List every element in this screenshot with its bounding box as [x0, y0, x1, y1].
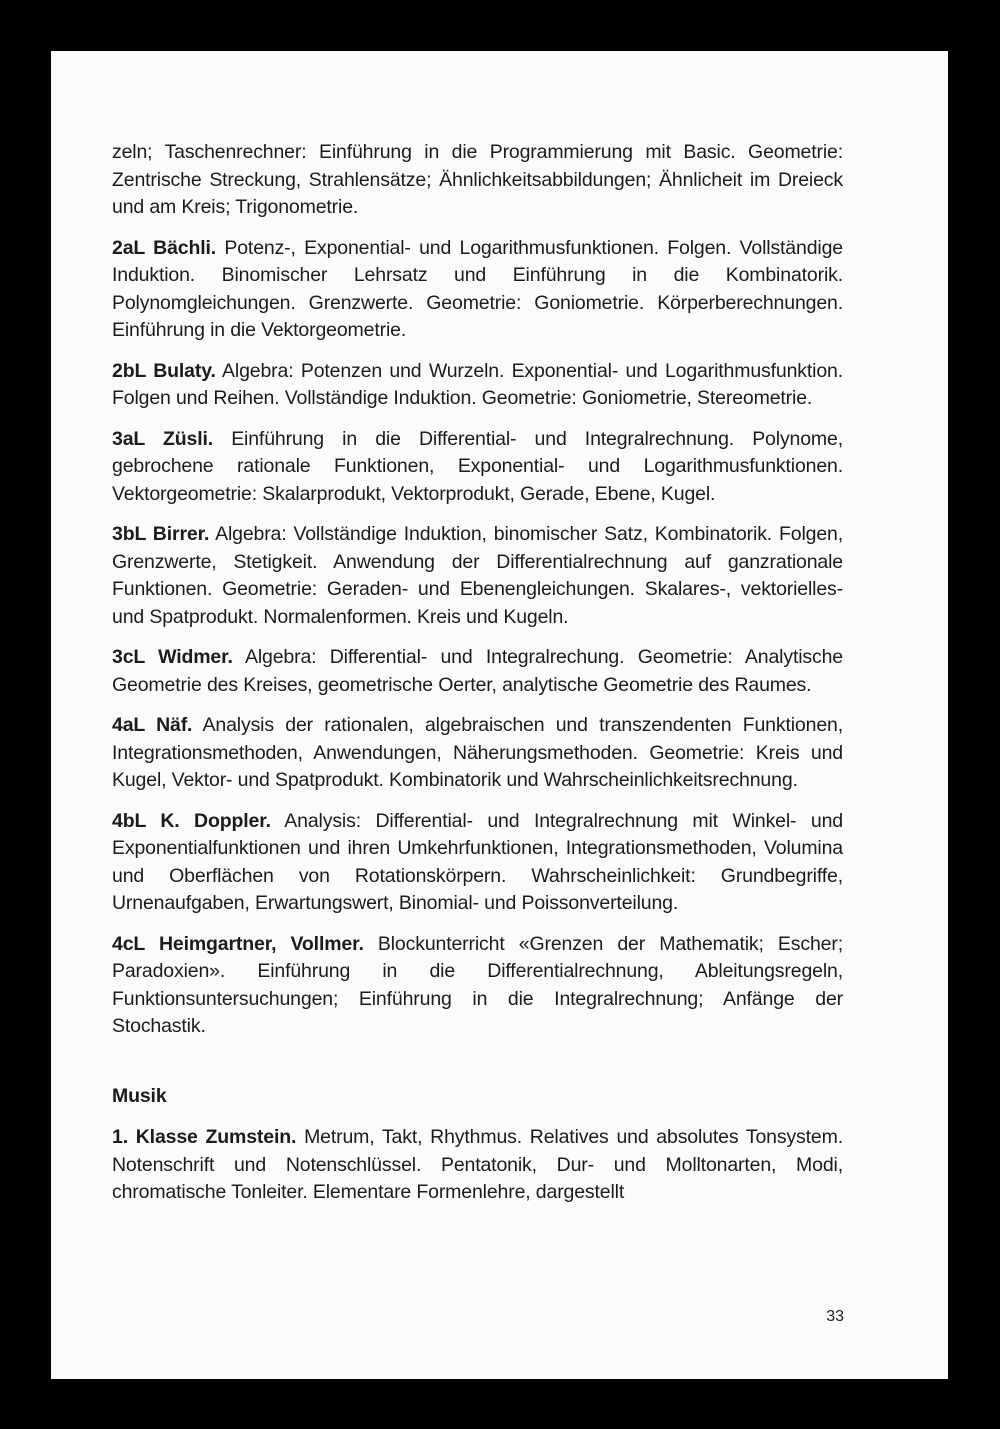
course-label: 4aL Näf. [112, 714, 193, 736]
page-content [112, 139, 843, 1220]
course-description: Potenz-, Exponential- und Logarithmusfunktionen. Folgen. Vollständige Induktion. Binomischer Lehrsatz und Einführung in die Kombinatorik. Polynomgleichungen. Grenzwerte. Geometrie: Goniometrie. Körperberechnungen. Einführung in die Vektorgeometrie. [112, 236, 843, 341]
course-entry-3cl [112, 644, 843, 699]
course-entry-4cl [112, 931, 843, 1041]
course-label: 4cL Heimgartner, Vollmer. [112, 932, 364, 955]
course-entry-3bl [112, 521, 843, 631]
course-entry-2al [112, 235, 843, 345]
document-page [51, 51, 948, 1379]
course-label: 1. Klasse Zumstein. [112, 1126, 297, 1148]
course-label: 4bL K. Doppler. [112, 809, 271, 832]
course-entry-2bl [112, 358, 843, 413]
course-description: Einführung in die Differential- und Integralrechnung. Polynome, gebrochene rationale Funktionen, Exponential- und Logarithmusfunktionen. Vektorgeometrie: Skalarprodukt, Vektorprodukt, Gerade, Ebene, Kugel. [112, 427, 843, 505]
intro-paragraph: zeln; Taschenrechner: Einführung in die Programmierung mit Basic. Geometrie: Zentrische Streckung, Strahlensätze; Ähnlichkeitsabbildungen; Ähnlicheit im Dreieck und am Kreis; Trigonometrie. [112, 141, 843, 218]
course-entry-3al [112, 426, 843, 509]
course-description: Blockunterricht «Grenzen der Mathematik; Escher; Paradoxien». Einführung in die Differentialrechnung, Ableitungsregeln, Funktionsuntersuchungen; Einführung in die Integralrechnung; Anfänge der Stochastik. [112, 932, 843, 1037]
course-description: Algebra: Vollständige Induktion, binomischer Satz, Kombinatorik. Folgen, Grenzwerte, Stetigkeit. Anwendung der Differentialrechnung auf ganzrationale Funktionen. Geometrie: Geraden- und Ebenengleichungen. Skalares-, vektorielles- und Spatprodukt. Normalenformen. Kreis und Kugeln. [112, 523, 843, 628]
page-number: 33 [826, 1308, 844, 1325]
course-description: Analysis der rationalen, algebraischen und transzendenten Funktionen, Integrationsmethoden, Anwendungen, Näherungsmethoden. Geometrie: Kreis und Kugel, Vektor- und Spatprodukt. Kombinatorik und Wahrscheinlichkeitsrechnung. [112, 714, 843, 791]
course-label: 3cL Widmer. [112, 646, 233, 668]
course-description: Analysis: Differential- und Integralrechnung mit Winkel- und Exponentialfunktionen und ihren Umkehrfunktionen, Integrationsmethoden, Volumina und Oberflächen von Rotationskörpern. Wahrscheinlichkeit: Grundbegriffe, Urnenaufgaben, Erwartungswert, Binomial- und Poissonverteilung. [112, 809, 843, 914]
music-entry-klasse-1 [112, 1124, 843, 1207]
course-description: Algebra: Differential- und Integralrechung. Geometrie: Analytische Geometrie des Kreises, geometrische Oerter, analytische Geometrie des Raumes. [112, 646, 843, 696]
course-description: Metrum, Takt, Rhythmus. Relatives und absolutes Tonsystem. Notenschrift und Notenschlüssel. Pentatonik, Dur- und Molltonarten, Modi, chromatische Tonleiter. Elementare Formenlehre, dargestellt [112, 1126, 843, 1203]
course-description: Algebra: Potenzen und Wurzeln. Exponential- und Logarithmusfunktion. Folgen und Reihen. Vollständige Induktion. Geometrie: Goniometrie, Stereometrie. [112, 359, 843, 409]
course-entry-4bl [112, 808, 843, 918]
course-label: 3aL Züsli. [112, 427, 213, 450]
course-label: 2bL Bulaty. [112, 359, 216, 382]
section-heading-musik: Musik [112, 1084, 167, 1107]
course-entry-4al [112, 712, 843, 795]
course-label: 2aL Bächli. [112, 236, 217, 259]
course-label: 3bL Birrer. [112, 523, 210, 545]
